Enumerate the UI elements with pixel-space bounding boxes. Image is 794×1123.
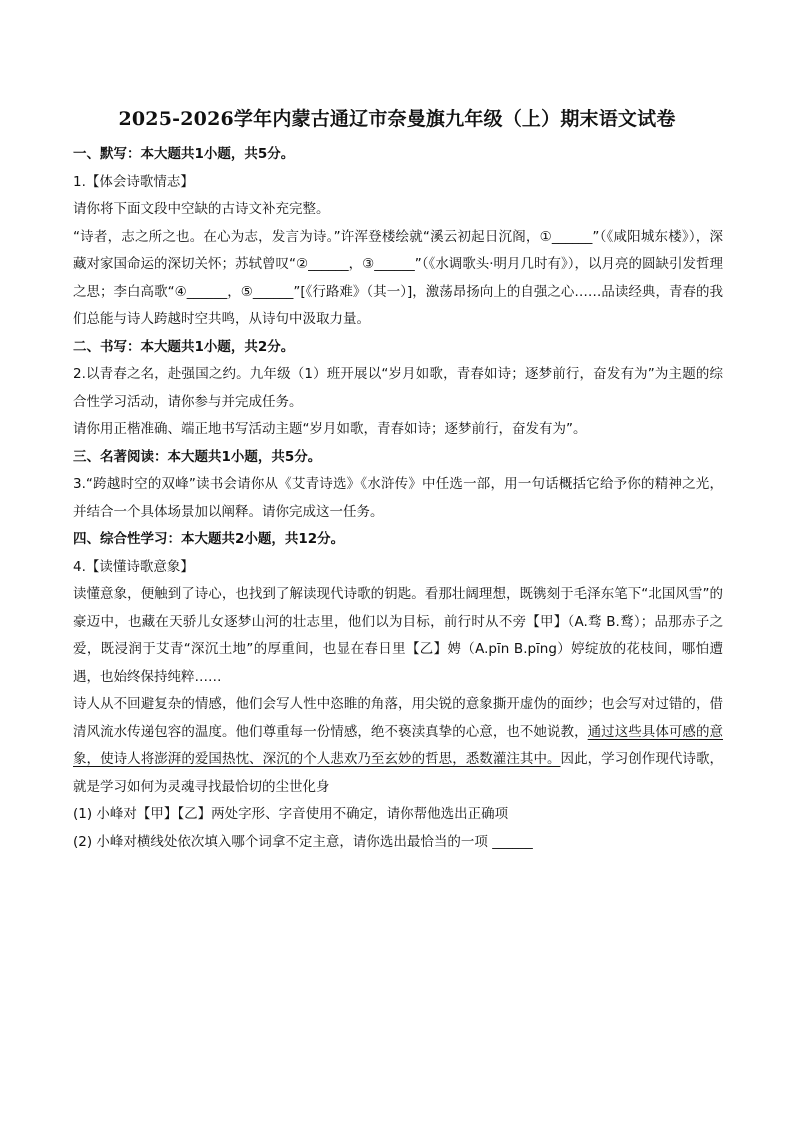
question-2-task: 请你用正楷准确、端正地书写活动主题“岁月如歌，青春如诗；逐梦前行，奋发有为”。 (73, 421, 587, 437)
passage-2-text-b: 她说教， (533, 723, 588, 740)
underlined-sentence: 通过这些具体可感的意象，使诗人将澎湃的爱国热忱、深沉的个人悲欢乃至玄妙的哲思，悉数灌注其中。 (73, 723, 724, 767)
exam-body (73, 141, 723, 856)
question-1-intro: 请你将下面文段中空缺的古诗文补充完整。 (73, 201, 330, 217)
question-4-passage-1: 读懂意象，便触到了诗心，也找到了解读现代诗歌的钥匙。看那壮阔理想，既镌刻于毛泽东笔下“北国风雪”的豪迈中，也藏在天骄儿女逐梦山河的壮志里，他们以为目标，前行时从不旁【甲】（A.骛 B.鹜）；品那赤子之爱，既浸润于艾青“深沉土地”的厚重间，也显在春日里【乙】娉（A.pīn B.pīng）婷绽放的花枝间，哪怕遭遇，也始终保持纯粹…… (73, 586, 723, 685)
passage-2-text-c: 因此，学习创作现代诗歌，就是学习如何为灵魂寻找最恰切的尘世化身 (73, 751, 723, 795)
question-4-sub-2: (2) 小峰对横线处依次填入哪个词拿不定主意，请你选出最恰当的一项 ______ (73, 833, 533, 850)
question-4-heading: 4.【读懂诗歌意象】 (73, 558, 194, 575)
question-2-prompt: 2.以青春之名，赴强国之约。九年级（1）班开展以“岁月如歌，青春如诗；逐梦前行，奋发有为”为主题的综合性学习活动，请你参与并完成任务。 (73, 366, 723, 410)
question-1-passage: “诗者，志之所之也。在心为志，发言为诗。”许浑登楼绘就“溪云初起日沉阁，①______”（《咸阳城东楼》），深藏对家国命运的深切关怀；苏轼曾叹“②______，③______”（《水调歌头·明月几时有》），以月亮的圆缺引发哲理之思；李白高歌“④______，⑤______”[《行路难》（其一）]，激荡昂扬向上的自强之心……品读经典，青春的我们总能与诗人跨越时空共鸣，从诗句中汲取力量。 (73, 228, 723, 327)
passage-2-text-a: 诗人从不回避复杂的情感，他们会写人性中恣睢的角落，用尖锐的意象撕开虚伪的面纱；也会写对过错的，借清风流水传递包容的温度。他们尊重每一份情感，绝不亵渎真挚的心意，也不 (73, 696, 723, 740)
question-4-sub-1: (1) 小峰对【甲】【乙】两处字形、字音使用不确定，请你帮他选出正确项 (73, 806, 509, 822)
section-heading-2: 二、书写：本大题共1小题，共2分。 (73, 338, 295, 355)
section-heading-3: 三、名著阅读：本大题共1小题，共5分。 (73, 448, 322, 465)
question-1-heading: 1.【体会诗歌情志】 (73, 173, 194, 190)
exam-title: 2025-2026学年内蒙古通辽市奈曼旗九年级（上）期末语文试卷 (118, 108, 676, 130)
section-heading-1: 一、默写：本大题共1小题，共5分。 (73, 146, 295, 162)
section-heading-4: 四、综合性学习：本大题共2小题，共12分。 (73, 531, 345, 547)
question-4-passage-2 (73, 691, 723, 801)
question-3-prompt: 3.“跨越时空的双峰”读书会请你从《艾青诗选》《水浒传》中任选一部，用一句话概括它给予你的精神之光，并结合一个具体场景加以阐释。请你完成这一任务。 (73, 476, 723, 520)
